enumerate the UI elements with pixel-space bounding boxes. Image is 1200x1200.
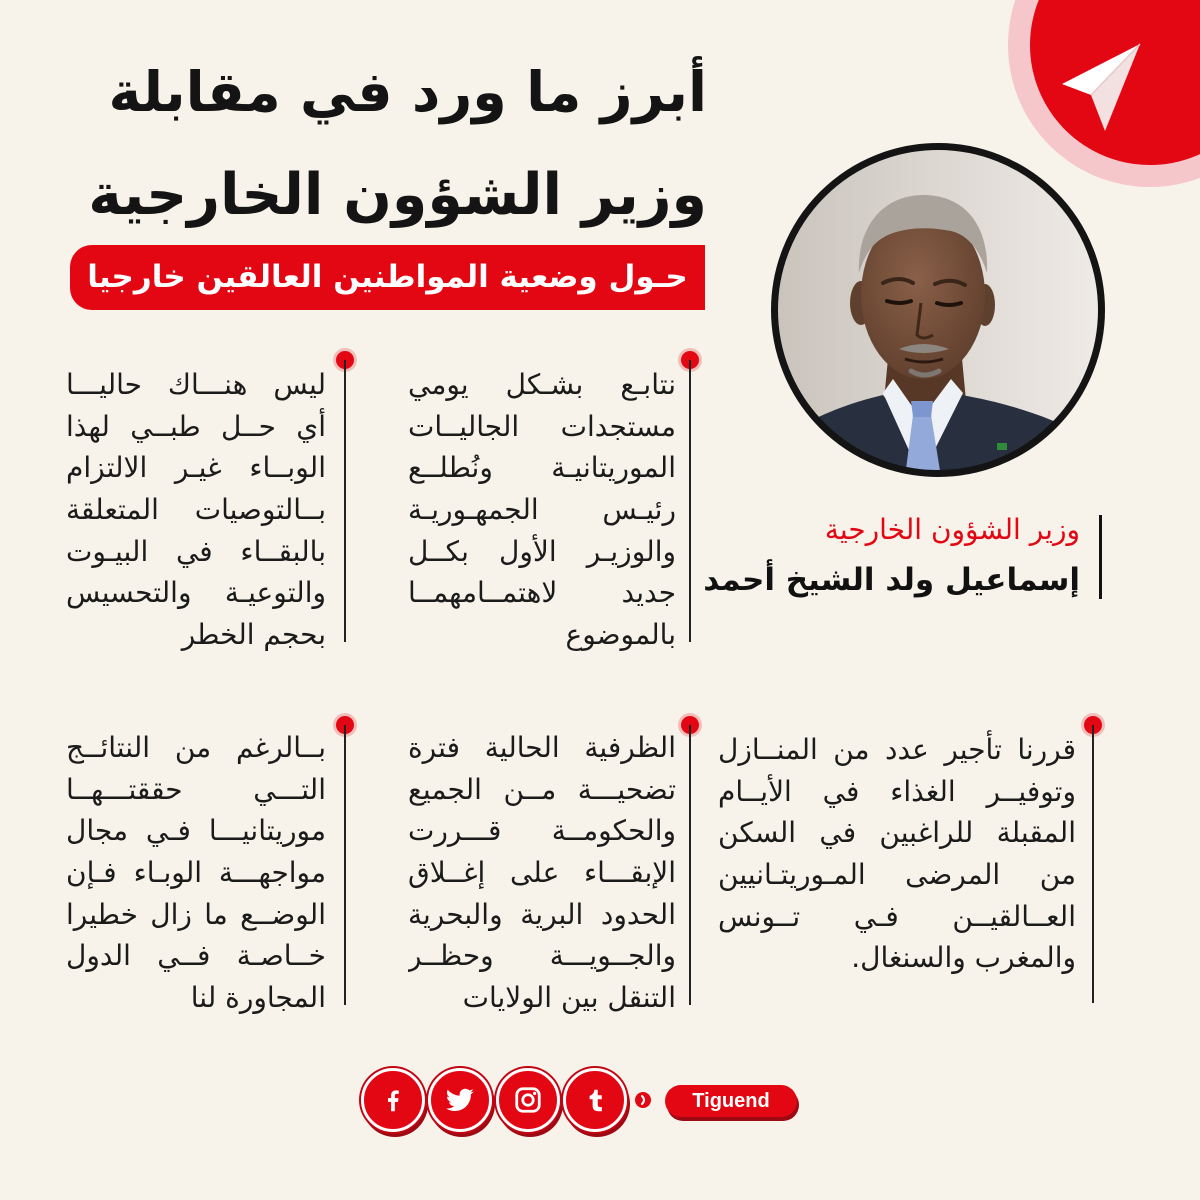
minister-portrait-photo <box>771 143 1105 477</box>
facebook-link[interactable] <box>361 1068 425 1132</box>
quote-block-daily-follow-up <box>408 364 676 656</box>
subtitle-banner-text: حـول وضعية المواطنين العالقين خارجيا <box>87 259 688 295</box>
quote-divider-line <box>689 725 691 1005</box>
quote-line: والوزيـر الأول بكــل <box>408 534 676 568</box>
twitter-link[interactable] <box>428 1068 492 1132</box>
quote-line: قررنا تأجير عدد من المنــازل <box>718 733 1076 766</box>
quote-line: الوبــاء غيـر الالتزام <box>66 451 326 485</box>
instagram-link[interactable] <box>496 1068 560 1132</box>
quote-line: جديد لاهتمــامهمــا <box>408 576 676 610</box>
headline-line-1: أبرز ما ورد في مقابلة <box>108 60 707 125</box>
arrow-icon <box>634 1091 652 1109</box>
tumblr-link[interactable] <box>563 1068 627 1132</box>
facebook-icon <box>378 1085 408 1115</box>
quote-line: بــالرغم من النتائــج <box>66 731 326 764</box>
minister-role: وزير الشؤون الخارجية <box>824 513 1080 546</box>
quote-line: بــالتوصيات المتعلقة <box>66 493 326 527</box>
quote-block-border-closure <box>408 727 676 1019</box>
quote-line: العــالقيــن فـي تــونس <box>718 899 1076 933</box>
quote-line: ليس هنـــاك حاليـــا <box>66 368 326 401</box>
quote-line: الظرفية الحالية فترة <box>408 731 676 764</box>
quote-block-situation-dangerous <box>66 727 326 1019</box>
quote-block-no-medical-solution <box>66 364 326 656</box>
quote-line: المجاورة لنا <box>190 981 326 1015</box>
quote-line: والتوعيـة والتحسيس <box>66 576 326 610</box>
twitter-icon <box>445 1085 475 1115</box>
quote-divider-line <box>344 360 346 642</box>
quote-line: خــاصـة فــي الدول <box>66 939 326 973</box>
quote-line: الإبقـــاء على إغــلاق <box>408 856 676 890</box>
quote-divider-line <box>1092 725 1094 1003</box>
quote-divider-line <box>689 360 691 642</box>
quote-line: من المرضى المـوريتـانيين <box>718 858 1076 892</box>
quote-line: المقبلة للراغبين في السكن <box>718 816 1076 850</box>
quote-divider-line <box>344 725 346 1005</box>
quote-line: والمغرب والسنغال. <box>851 941 1076 975</box>
social-handle-pill[interactable]: Tiguend <box>665 1085 797 1117</box>
quote-line: الحدود البرية والبحرية <box>408 897 676 931</box>
tumblr-icon <box>580 1085 610 1115</box>
quote-line: تضحيـــة مــن الجميع <box>408 772 676 806</box>
quote-line: بالموضوع <box>565 618 676 652</box>
minister-name: إسماعيل ولد الشيخ أحمد <box>703 562 1080 598</box>
quote-line: بالبقــاء في البيـوت <box>66 534 326 568</box>
quote-line: بحجم الخطر <box>181 618 326 652</box>
quote-line: والجــويـــة وحظــر <box>408 939 676 973</box>
caption-divider-line <box>1099 515 1102 599</box>
quote-line: الموريتانيـة ونُطلــع <box>408 451 676 485</box>
quote-line: مواجهـــة الوبـاء فـإن <box>66 856 326 890</box>
quote-block-housing <box>718 729 1076 979</box>
quote-line: الوضــع ما زال خطيرا <box>66 897 326 931</box>
quote-line: موريتانيـــا فـي مجال <box>66 814 326 848</box>
quote-line: التنقل بين الولايات <box>462 981 676 1015</box>
quote-line: أي حــل طبــي لهذا <box>66 409 326 443</box>
quote-line: التـــي حققتـــهــا <box>66 772 326 806</box>
instagram-icon <box>513 1085 543 1115</box>
headline-line-2: وزير الشؤون الخارجية <box>88 162 707 228</box>
quote-line: وتوفيــر الغذاء في الأيــام <box>718 774 1076 808</box>
quote-line: والحكومــة قـــررت <box>408 814 676 848</box>
quote-line: مستجدات الجاليــات <box>408 409 676 443</box>
quote-line: رئيـس الجمهـوريـة <box>408 493 676 527</box>
subtitle-banner <box>70 245 705 310</box>
quote-line: نتابـع بشـكل يومي <box>408 368 676 401</box>
